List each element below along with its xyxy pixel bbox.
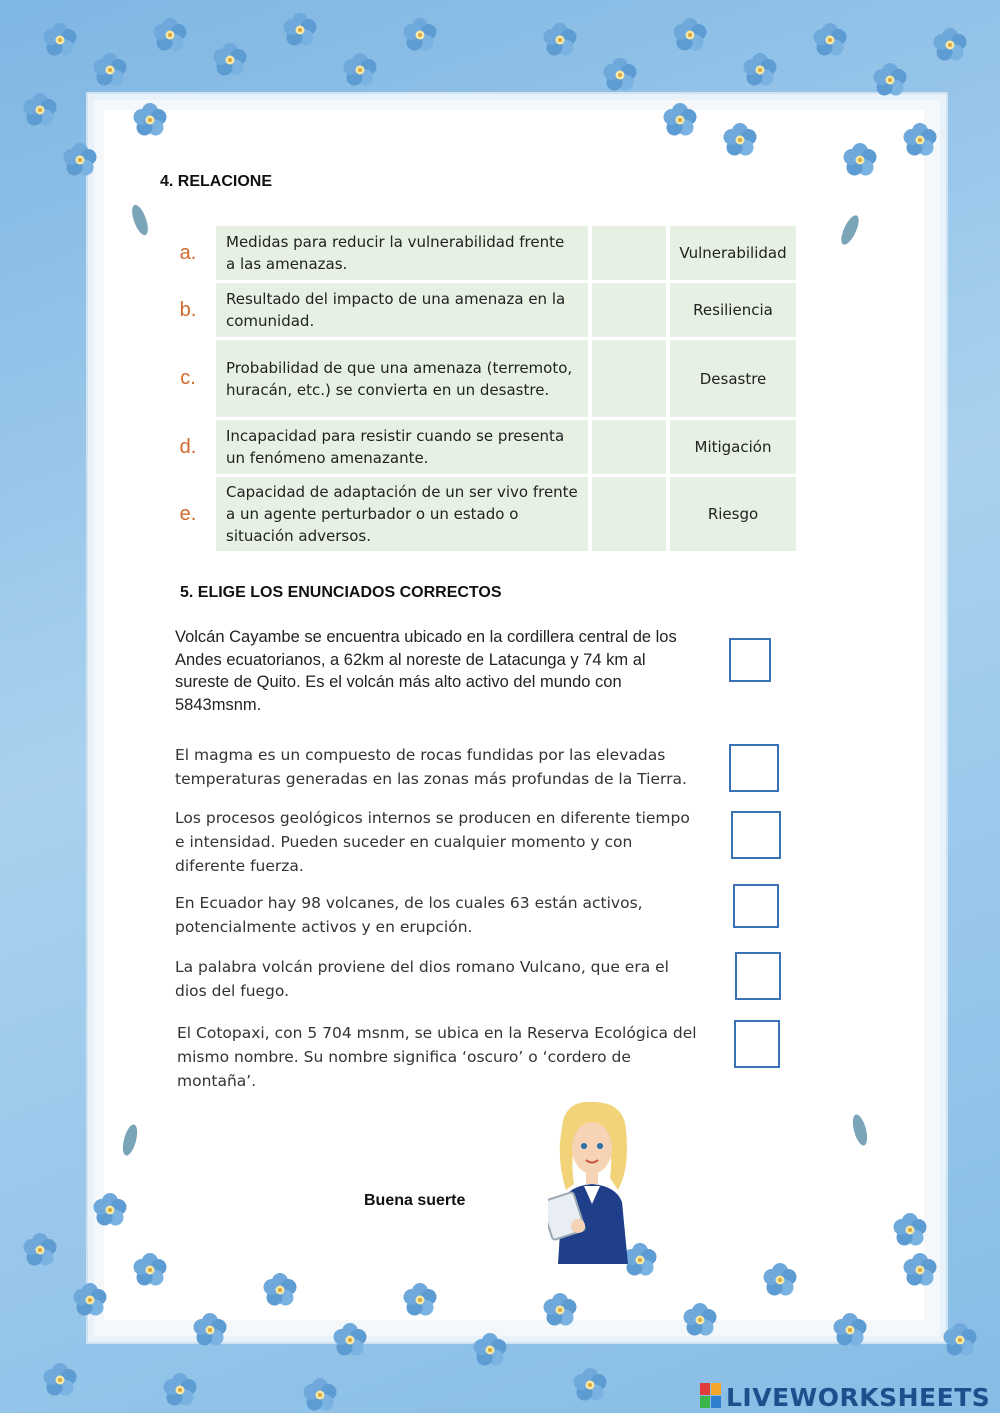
- liveworksheets-brand[interactable]: LIVEWORKSHEETS: [726, 1383, 991, 1412]
- row-letter: e.: [179, 502, 197, 525]
- good-luck-text: Buena suerte: [364, 1192, 466, 1209]
- row-description: Incapacidad para resistir cuando se presenta un fenómeno amenazante.: [216, 420, 588, 474]
- section-4-title: 4. RELACIONE: [160, 173, 273, 190]
- match-row: [160, 226, 800, 280]
- answer-cell[interactable]: [592, 477, 666, 551]
- answer-cell[interactable]: [592, 340, 666, 417]
- row-description: Medidas para reducir la vulnerabilidad frente a las amenazas.: [216, 226, 588, 280]
- row-letter: a.: [179, 241, 197, 264]
- checkbox-3[interactable]: [731, 811, 781, 859]
- row-letter: c.: [180, 367, 196, 389]
- answer-cell[interactable]: [592, 283, 666, 337]
- match-row: [160, 283, 800, 337]
- checkbox-6[interactable]: [734, 1020, 780, 1068]
- statement-2: El magma es un compuesto de rocas fundidas por las elevadas temperaturas generadas en las zonas más profundas de la Tierra.: [175, 746, 687, 788]
- row-description: Resultado del impacto de una amenaza en la comunidad.: [216, 283, 588, 337]
- teacher-illustration: [548, 1098, 638, 1264]
- statement-6: El Cotopaxi, con 5 704 msnm, se ubica en la Reserva Ecológica del mismo nombre. Su nombre significa ‘oscuro’ o ‘cordero de montaña’.: [177, 1024, 697, 1090]
- answer-cell[interactable]: [592, 420, 666, 474]
- row-term: Vulnerabilidad: [670, 226, 796, 280]
- row-letter: d.: [179, 435, 197, 458]
- row-letter: b.: [179, 298, 197, 321]
- row-term: Mitigación: [670, 420, 796, 474]
- row-term: Desastre: [670, 340, 796, 417]
- row-term: Resiliencia: [670, 283, 796, 337]
- liveworksheets-logo-icon: [700, 1383, 722, 1409]
- match-row: [160, 420, 800, 474]
- section-5-title: 5. ELIGE LOS ENUNCIADOS CORRECTOS: [180, 584, 502, 601]
- answer-cell[interactable]: [592, 226, 666, 280]
- checkbox-4[interactable]: [733, 884, 779, 928]
- statement-3: Los procesos geológicos internos se producen en diferente tiempo e intensidad. Pueden suceder en cualquier momento y con diferente fuerza.: [175, 809, 690, 875]
- statement-4: En Ecuador hay 98 volcanes, de los cuales 63 están activos, potencialmente activos y en erupción.: [175, 894, 643, 936]
- checkbox-5[interactable]: [735, 952, 781, 1000]
- statement-5: La palabra volcán proviene del dios romano Vulcano, que era el dios del fuego.: [175, 958, 669, 1000]
- row-term: Riesgo: [670, 477, 796, 551]
- row-description: Capacidad de adaptación de un ser vivo frente a un agente perturbador o un estado o situación adversos.: [216, 477, 588, 551]
- checkbox-1[interactable]: [729, 638, 771, 682]
- checkbox-2[interactable]: [729, 744, 779, 792]
- matching-table: [160, 226, 800, 554]
- statement-1: Volcán Cayambe se encuentra ubicado en la cordillera central de los Andes ecuatorianos, a 62km al noreste de Latacunga y 74 km al sureste de Quito. Es el volcán más alto activo del mundo con 5843msnm.: [175, 628, 677, 714]
- match-row: [160, 340, 800, 417]
- row-description: Probabilidad de que una amenaza (terremoto, huracán, etc.) se convierta en un desastre.: [216, 340, 588, 417]
- match-row: [160, 477, 800, 551]
